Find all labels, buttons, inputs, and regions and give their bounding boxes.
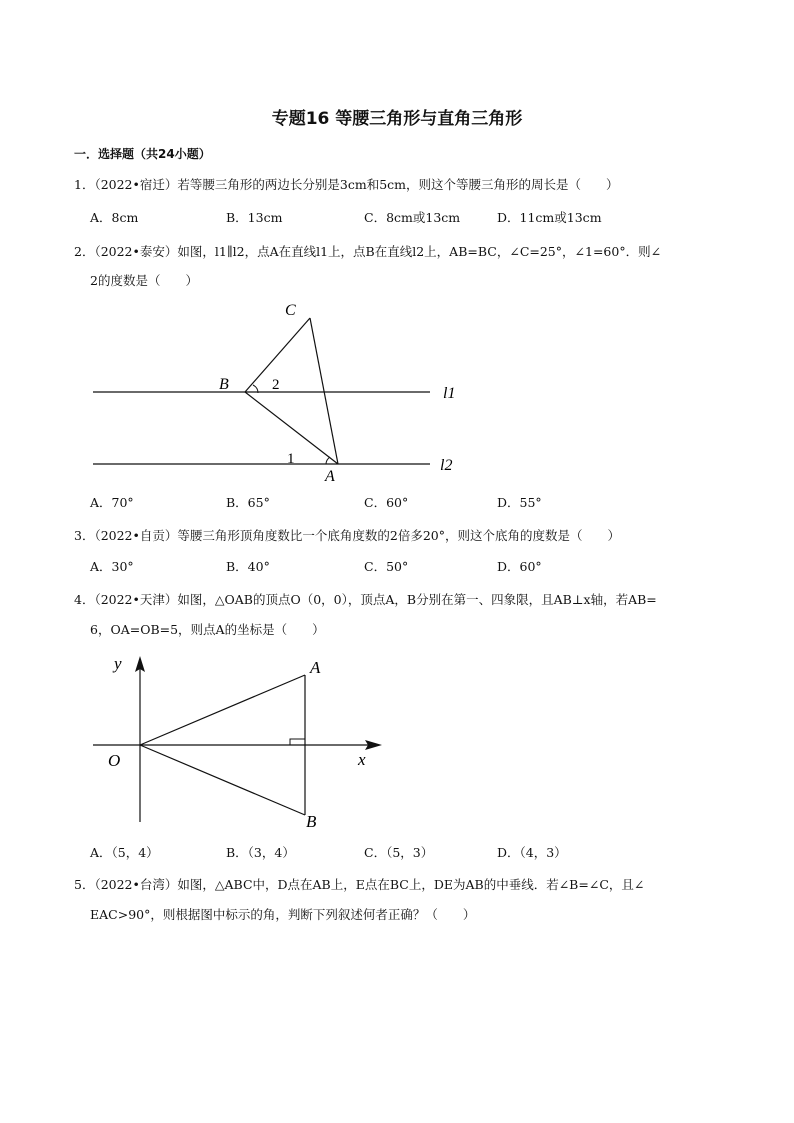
question-2-stem-line2: 2的度数是（ ） [90,273,198,288]
section-heading: 一．选择题（共24小题） [74,147,211,161]
question-4-option-b[interactable]: B．（3，4） [226,845,295,860]
question-2-option-a[interactable]: A．70° [90,495,134,510]
label-a: A [310,658,321,677]
label-b: B [219,376,229,393]
label-angle-2: 2 [272,377,280,393]
label-a: A [325,468,335,485]
axis-label-x: x [358,750,366,769]
question-4-stem-line1: 4．（2022•天津）如图，△OAB的顶点O（0，0），顶点A，B分别在第一、四象限，且AB⊥x轴，若AB= [74,592,657,607]
label-angle-1: 1 [287,451,295,467]
question-3-option-b[interactable]: B．40° [226,559,270,574]
question-3-stem: 3．（2022•自贡）等腰三角形顶角度数比一个底角度数的2倍多20°，则这个底角的度数是（ ） [74,528,620,543]
question-4-option-d[interactable]: D．（4，3） [497,845,567,860]
question-5-stem-line2: EAC>90°，则根据图中标示的角，判断下列叙述何者正确？（ ） [90,907,476,922]
question-1-stem: 1．（2022•宿迁）若等腰三角形的两边长分别是3cm和5cm，则这个等腰三角形的周长是（ ） [74,177,619,192]
label-b: B [306,812,317,831]
question-5-stem-line1: 5．（2022•台湾）如图，△ABC中，D点在AB上，E点在BC上，DE为AB的中垂线．若∠B=∠C，且∠ [74,877,645,892]
question-3-option-d[interactable]: D．60° [497,559,542,574]
question-1-option-a[interactable]: A．8cm [90,210,139,225]
question-3-option-c[interactable]: C．50° [364,559,409,574]
question-2-option-b[interactable]: B．65° [226,495,270,510]
question-1-option-d[interactable]: D．11cm或13cm [497,210,602,225]
page-title: 专题16 等腰三角形与直角三角形 [271,109,523,129]
question-3-option-a[interactable]: A．30° [90,559,134,574]
question-1-option-c[interactable]: C．8cm或13cm [364,210,461,225]
label-o: O [108,751,121,770]
axis-label-y: y [114,654,122,673]
question-2-stem-line1: 2．（2022•泰安）如图，l1∥l2，点A在直线l1上，点B在直线l2上，AB=BC，∠C=25°，∠1=60°．则∠ [74,244,662,259]
question-2-option-d[interactable]: D．55° [497,495,542,510]
label-c: C [285,302,296,319]
label-l2: l2 [440,457,453,474]
question-4-option-a[interactable]: A．（5，4） [90,845,159,860]
question-1-option-b[interactable]: B．13cm [226,210,283,225]
question-4-option-c[interactable]: C．（5，3） [364,845,434,860]
question-4-stem-line2: 6，OA=OB=5，则点A的坐标是（ ） [90,622,325,637]
question-2-option-c[interactable]: C．60° [364,495,409,510]
label-l1: l1 [443,385,456,402]
